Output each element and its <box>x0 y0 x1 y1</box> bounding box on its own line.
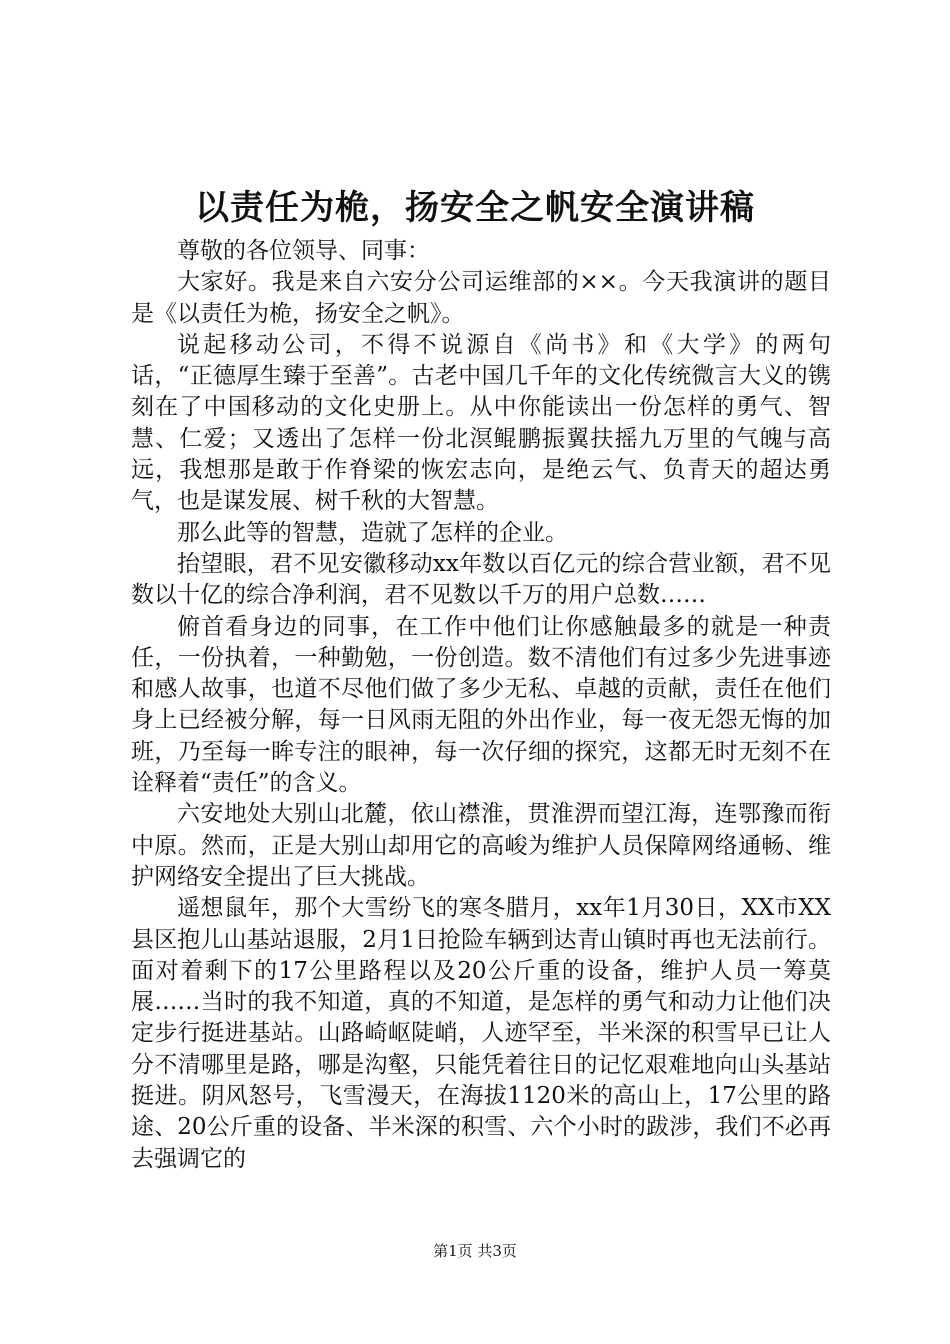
paragraph-wisdom: 那么此等的智慧，造就了怎样的企业。 <box>177 519 568 546</box>
document-body <box>131 236 831 1175</box>
paragraph-salutation: 尊敬的各位领导、同事： <box>177 238 430 264</box>
paragraph-company-culture: 说起移动公司，不得不说源自《尚书》和《大学》的两句话，“正德厚生臻于至善”。古老中国几千年的文化传统微言大义的镌刻在了中国移动的文化史册上。从中你能读出一份怎样的勇气、智慧、仁爱；又透出了怎样一份北溟鲲鹏振翼扶摇九万里的气魄与高远，我想那是敢于作脊梁的恢宏志向，是绝云气、负青天的超达勇气，也是谋发展、树千秋的大智慧。 <box>131 331 831 515</box>
paragraph-snow-rescue: 遥想鼠年，那个大雪纷飞的寒冬腊月，xx年1月30日，XX市XX县区抱儿山基站退服，2月1日抢险车辆到达青山镇时再也无法前行。面对着剩下的17公里路程以及20公斤重的设备，维护人员一筹莫展……当时的我不知道，真的不知道，是怎样的勇气和动力让他们决定步行挺进基站。山路崎岖陡峭，人迹罕至，半米深的积雪早已让人分不清哪里是路，哪是沟壑，只能凭着往日的记忆艰难地向山头基站挺进。阴风怒号，飞雪漫天，在海拔1120米的高山上，17公里的路途、20公斤重的设备、半米深的积雪、六个小时的跋涉，我们不必再去强调它的 <box>131 895 831 1172</box>
paragraph-colleagues: 俯首看身边的同事，在工作中他们让你感触最多的就是一种责任，一份执着，一种勤勉，一份创造。数不清他们有过多少先进事迹和感人故事，也道不尽他们做了多少无私、卓越的贡献，责任在他们身上已经被分解，每一日风雨无阻的外出作业，每一夜无怨无悔的加班，乃至每一眸专注的眼神，每一次仔细的探究，这都无时无刻不在诠释着“责任”的含义。 <box>131 613 831 797</box>
paragraph-achievements: 抬望眼，君不见安徽移动xx年数以百亿元的综合营业额，君不见数以十亿的综合净利润，君不见数以千万的用户总数…… <box>131 550 831 609</box>
page-number-footer: 第1页 共3页 <box>433 1242 517 1260</box>
paragraph-dabie-mountain: 六安地处大别山北麓，依山襟淮，贯淮淠而望江海，连鄂豫而衔中原。然而，正是大别山却用它的高峻为维护人员保障网络通畅、维护网络安全提出了巨大挑战。 <box>131 801 831 890</box>
paragraph-greeting: 大家好。我是来自六安分公司运维部的××。今天我演讲的题目是《以责任为桅，扬安全之帆》。 <box>131 269 831 327</box>
document-title: 以责任为桅，扬安全之帆安全演讲稿 <box>195 188 755 228</box>
